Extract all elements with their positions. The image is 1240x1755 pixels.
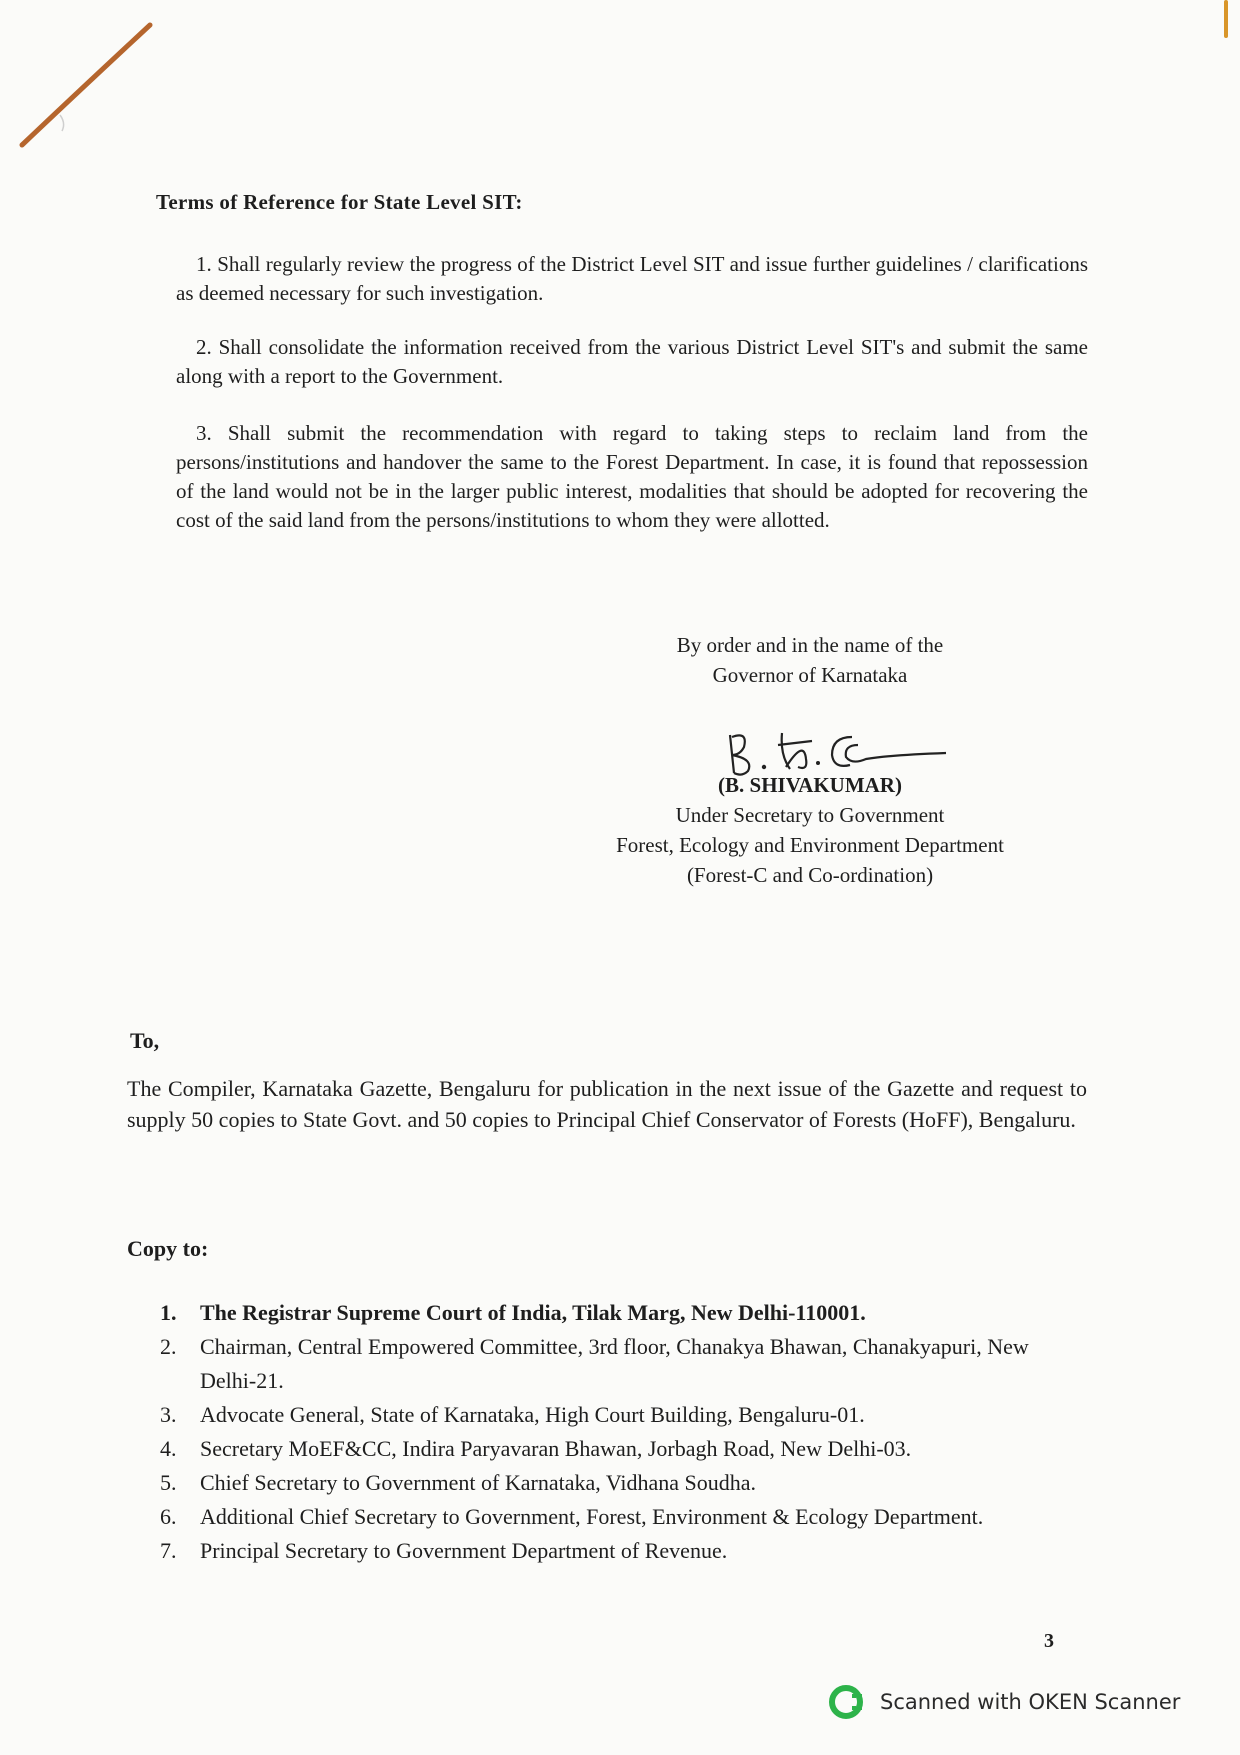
list-item-text: Chief Secretary to Government of Karnataka, Vidhana Soudha. [200, 1470, 757, 1495]
terms-heading: Terms of Reference for State Level SIT: [156, 190, 523, 214]
edge-mark [1224, 0, 1228, 38]
list-item-text: Chairman, Central Empowered Committee, 3rd floor, Chanakya Bhawan, Chanakyapuri, New Delhi-21. [200, 1334, 1029, 1393]
list-item-number: 5. [160, 1470, 177, 1495]
list-item-number: 7. [160, 1538, 177, 1563]
list-item [160, 1466, 1040, 1500]
list-item [160, 1500, 1040, 1534]
signatory-designation: Under Secretary to Government [675, 803, 945, 827]
pen-mark-icon [0, 0, 200, 180]
list-item-number: 6. [160, 1504, 177, 1529]
terms-item: 2. Shall consolidate the information received from the various District Level SIT's and submit the same along with a report to the Government. [176, 335, 1088, 388]
list-item-text: Additional Chief Secretary to Government, Forest, Environment & Ecology Department. [200, 1504, 984, 1529]
list-item [160, 1398, 1040, 1432]
scanner-watermark [828, 1682, 1180, 1722]
list-item [160, 1296, 1040, 1330]
order-line: Governor of Karnataka [712, 663, 908, 687]
signatory-department: Forest, Ecology and Environment Department [616, 833, 1004, 857]
list-item-number: 4. [160, 1436, 177, 1461]
list-item [160, 1432, 1040, 1466]
signatory-name: (B. SHIVAKUMAR) [718, 773, 902, 797]
list-item [160, 1330, 1040, 1398]
order-line: By order and in the name of the [676, 633, 944, 657]
terms-item: 1. Shall regularly review the progress of the District Level SIT and issue further guidelines / clarifications as deemed necessary for such investigation. [176, 252, 1088, 305]
order-block [560, 630, 1060, 690]
list-item-text: The Registrar Supreme Court of India, Tilak Marg, New Delhi-110001. [200, 1300, 866, 1325]
list-item-number: 1. [160, 1300, 177, 1325]
list-item-number: 2. [160, 1334, 177, 1359]
list-item-text: Principal Secretary to Government Department of Revenue. [200, 1538, 728, 1563]
list-item-text: Advocate General, State of Karnataka, High Court Building, Bengaluru-01. [200, 1402, 865, 1427]
signatory-block [560, 770, 1060, 890]
scanner-text: Scanned with OKEN Scanner [880, 1690, 1181, 1714]
to-label: To, [130, 1028, 160, 1053]
list-item [160, 1534, 1040, 1568]
page-number: 3 [1044, 1630, 1054, 1652]
list-item-text: Secretary MoEF&CC, Indira Paryavaran Bhawan, Jorbagh Road, New Delhi-03. [200, 1436, 912, 1461]
terms-item: 3. Shall submit the recommendation with regard to taking steps to reclaim land from the persons/institutions and handover the same to the Forest Department. In case, it is found that repossession of the land would not be in the larger public interest, modalities that should be adopted for recovering the cost of the said land from the persons/institutions to whom they were allotted. [176, 421, 1088, 532]
addressee-paragraph: The Compiler, Karnataka Gazette, Bengaluru for publication in the next issue of the Gazette and request to supply 50 copies to State Govt. and 50 copies to Principal Chief Conservator of Forests (HoFF), Bengaluru. [127, 1076, 1087, 1132]
signatory-section: (Forest-C and Co-ordination) [686, 863, 934, 887]
list-item-number: 3. [160, 1402, 177, 1427]
oken-scanner-logo-icon [828, 1682, 868, 1722]
copy-to-label: Copy to: [127, 1236, 209, 1261]
copy-to-list [160, 1296, 1040, 1568]
